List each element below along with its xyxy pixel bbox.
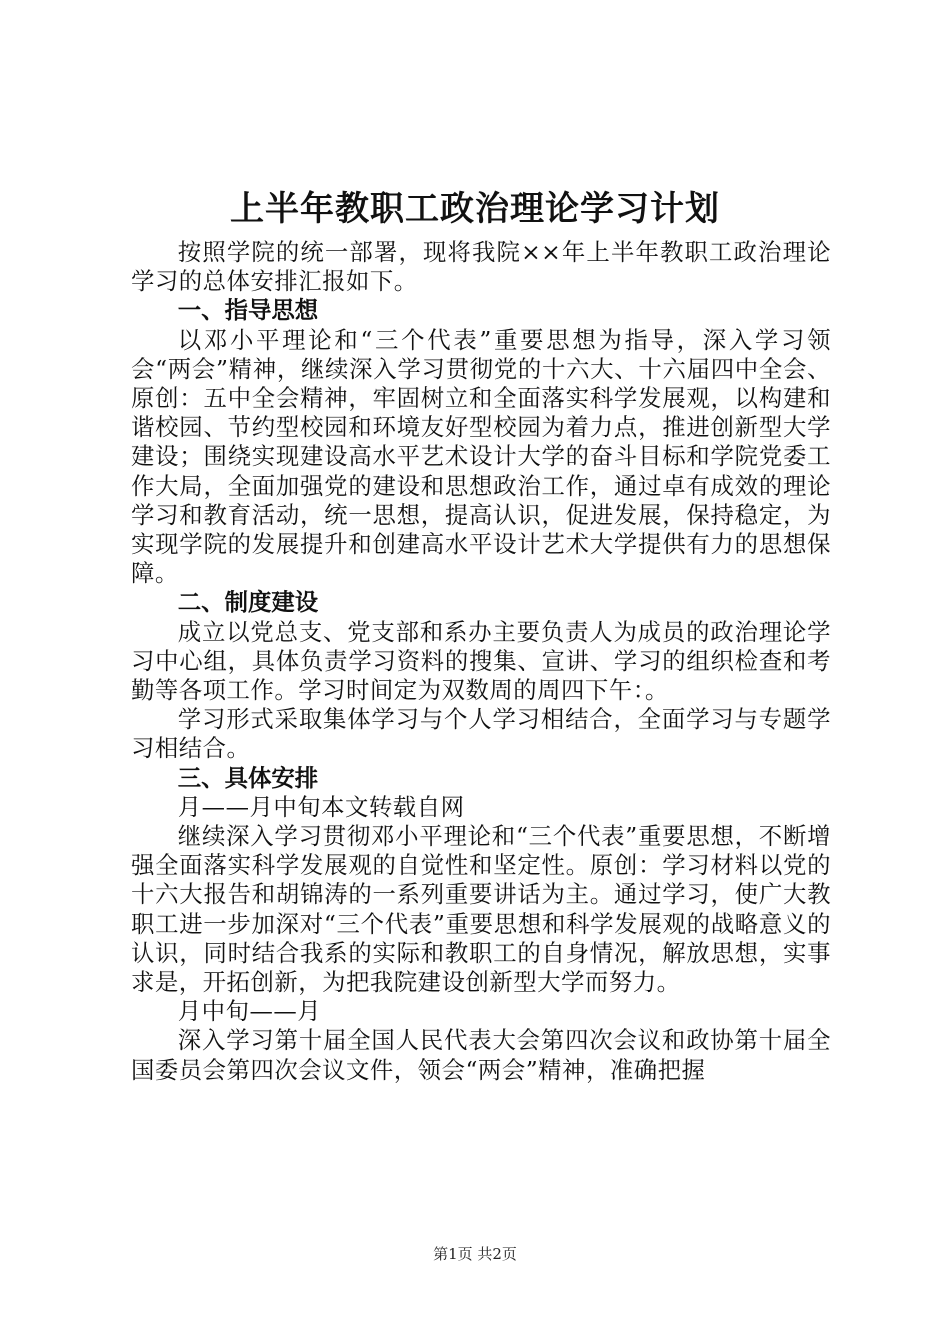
section-heading-guiding-ideology: 一、指导思想	[177, 296, 319, 325]
section3-paragraph-2: 深入学习第十届全国人民代表大会第四次会议和政协第十届全国委员会第四次会议文件，领会“两会”精神，准确把握	[131, 1026, 831, 1084]
period-2-label: 月中旬——月	[177, 997, 322, 1026]
section1-paragraph: 以邓小平理论和“三个代表”重要思想为指导，深入学习领会“两会”精神，继续深入学习贯彻党的十六大、十六届四中全会、原创：五中全会精神，牢固树立和全面落实科学发展观，以构建和谐校园、节约型校园和环境友好型校园为着力点，推进创新型大学建设；围绕实现建设高水平艺术设计大学的奋斗目标和学院党委工作大局，全面加强党的建设和思想政治工作，通过卓有成效的理论学习和教育活动，统一思想，提高认识，促进发展，保持稳定，为实现学院的发展提升和创建高水平设计艺术大学提供有力的思想保障。	[131, 325, 831, 588]
document-title: 上半年教职工政治理论学习计划	[230, 189, 720, 229]
period-1-label: 月——月中旬本文转载自网	[177, 792, 465, 821]
intro-paragraph: 按照学院的统一部署，现将我院××年上半年教职工政治理论学习的总体安排汇报如下。	[131, 238, 831, 296]
page-number-footer: 第1页 共2页	[433, 1245, 517, 1263]
section3-paragraph-1: 继续深入学习贯彻邓小平理论和“三个代表”重要思想，不断增强全面落实科学发展观的自觉性和坚定性。原创：学习材料以党的十六大报告和胡锦涛的一系列重要讲话为主。通过学习，使广大教职工进一步加深对“三个代表”重要思想和科学发展观的战略意义的认识，同时结合我系的实际和教职工的自身情况，解放思想，实事求是，开拓创新，为把我院建设创新型大学而努力。	[131, 822, 831, 997]
section2-paragraph-2: 学习形式采取集体学习与个人学习相结合，全面学习与专题学习相结合。	[131, 705, 831, 763]
section-heading-specific-arrangements: 三、具体安排	[177, 763, 319, 792]
section2-paragraph-1: 成立以党总支、党支部和系办主要负责人为成员的政治理论学习中心组，具体负责学习资料的搜集、宣讲、学习的组织检查和考勤等各项工作。学习时间定为双数周的周四下午：。	[131, 617, 831, 705]
document-body	[131, 238, 831, 1085]
section-heading-system-building: 二、制度建设	[177, 588, 319, 617]
